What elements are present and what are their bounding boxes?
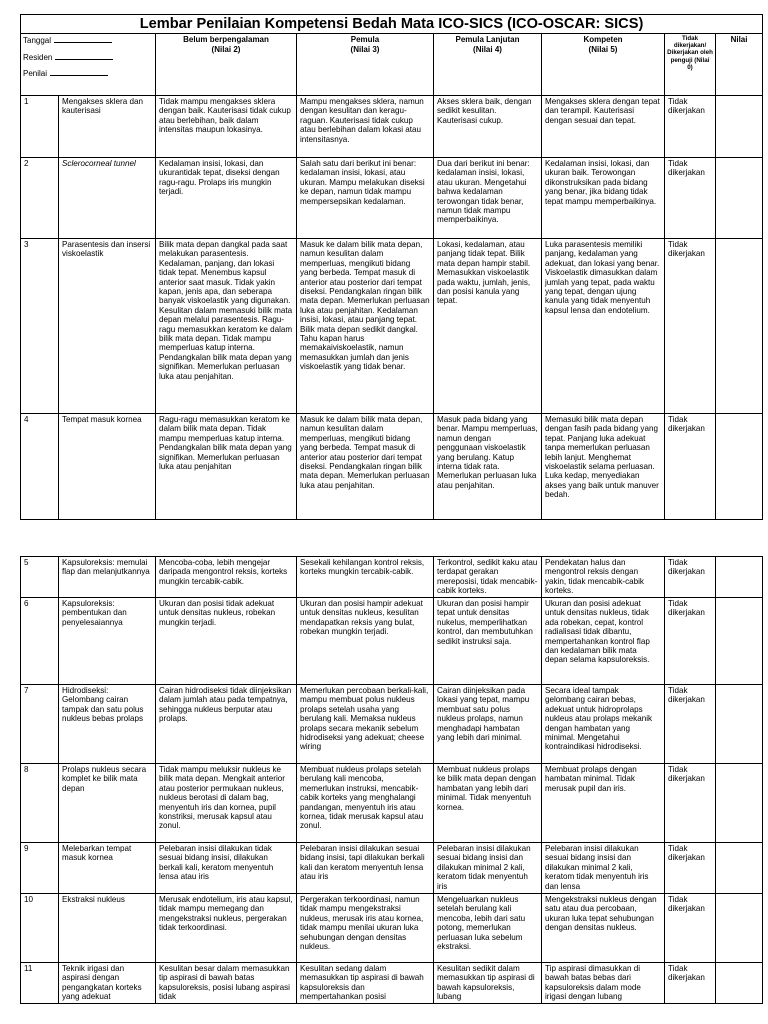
header-belum: Belum berpengalaman (Nilai 2) — [156, 34, 297, 96]
cell-belum: Kesulitan besar dalam memasukkan tip aspirasi di bawah batas kapsuloreksis, posisi lubang aspirasi tidak — [156, 963, 297, 1004]
row-number: 6 — [21, 598, 59, 685]
cell-tidak-dikerjakan: Tidak dikerjakan — [665, 239, 716, 414]
row-number: 7 — [21, 685, 59, 764]
cell-belum: Ragu-ragu memasukkan keratom ke dalam bilik mata depan. Tidak mampu memperluas katup interna. Pendangkalan bilik mata depan yang signifikan. Memerlukan perluasan luka atau penjahitan — [156, 414, 297, 520]
cell-pemula-lanjutan: Membuat nukleus prolaps ke bilik mata depan dengan hambatan yang lebih dari minimal. Tidak menyentuh kornea. — [434, 764, 542, 843]
row-task: Ekstraksi nukleus — [59, 894, 156, 963]
table-row — [21, 557, 763, 598]
cell-belum: Ukuran dan posisi tidak adekuat untuk densitas nukleus, robekan mungkin terjadi. — [156, 598, 297, 685]
row-number: 8 — [21, 764, 59, 843]
header-pemula: Pemula (Nilai 3) — [297, 34, 434, 96]
cell-kompeten: Tip aspirasi dimasukkan di bawah batas bebas dari kapsuloreksis dalam mode irigasi dengan lubang — [542, 963, 665, 1004]
cell-kompeten: Mengakses sklera dengan tepat dan terampil. Kauterisasi dengan sesuai dan tepat. — [542, 96, 665, 158]
cell-kompeten: Secara ideal tampak gelombang cairan bebas, adekuat untuk hidroprolaps nukleus atau prolaps mekanik dengan hambatan yang minimal. Mengetahui kontraindikasi hidrodiseksi. — [542, 685, 665, 764]
cell-belum: Merusak endotelium, iris atau kapsul, tidak mampu memegang dan mengekstraksi nukleus, pergerakan tidak terkoordinasi. — [156, 894, 297, 963]
cell-nilai[interactable] — [716, 557, 763, 598]
cell-tidak-dikerjakan: Tidak dikerjakan — [665, 963, 716, 1004]
cell-kompeten: Memasuki bilik mata depan dengan fasih pada bidang yang tepat. Panjang luka adekuat tanpa memerlukan perluasan lebih lanjut. Menghemat viskoelastik selama perluasan. Luka kedap, menyediakan akses yang baik untuk manuver bedah. — [542, 414, 665, 520]
row-number: 2 — [21, 158, 59, 239]
header-nilai: Nilai — [716, 34, 763, 96]
cell-tidak-dikerjakan: Tidak dikerjakan — [665, 764, 716, 843]
cell-tidak-dikerjakan: Tidak dikerjakan — [665, 557, 716, 598]
cell-tidak-dikerjakan: Tidak dikerjakan — [665, 158, 716, 239]
cell-pemula: Sesekali kehilangan kontrol reksis, korteks mungkin tercabik-cabik. — [297, 557, 434, 598]
cell-pemula-lanjutan: Terkontrol, sedikit kaku atau terdapat gerakan mereposisi, tidak mencabik-cabik korteks. — [434, 557, 542, 598]
table-row — [21, 843, 763, 894]
assessment-table-part1 — [20, 14, 763, 520]
cell-belum: Kedalaman insisi, lokasi, dan ukurantidak tepat, diseksi dengan ragu-ragu. Prolaps iris mungkin terjadi. — [156, 158, 297, 239]
cell-nilai[interactable] — [716, 764, 763, 843]
cell-nilai[interactable] — [716, 963, 763, 1004]
row-number: 11 — [21, 963, 59, 1004]
cell-pemula-lanjutan: Kesulitan sedikit dalam memasukkan tip aspirasi di bawah kapsuloreksis, lubang — [434, 963, 542, 1004]
row-task: Melebarkan tempat masuk kornea — [59, 843, 156, 894]
cell-pemula: Membuat nukleus prolaps setelah berulang kali mencoba, memerlukan instruksi, mencabik-cabik korteks yang menghalangi pandangan, menyentuh iris atau kornea, tidak merusak kapsul atau zonul. — [297, 764, 434, 843]
cell-nilai[interactable] — [716, 96, 763, 158]
table-row — [21, 894, 763, 963]
cell-belum: Cairan hidrodiseksi tidak diinjeksikan dalam jumlah atau pada tempatnya, sehingga nukleus berputar atau prolaps. — [156, 685, 297, 764]
cell-kompeten: Ukuran dan posisi adekuat untuk densitas nukleus, tidak ada robekan, cepat, kontrol radialisasi tidak dibantu, mempertahankan kontrol flap dan kedalaman bilik mata depan selama kapsuloreksis. — [542, 598, 665, 685]
table-row — [21, 764, 763, 843]
cell-tidak-dikerjakan: Tidak dikerjakan — [665, 894, 716, 963]
row-task: Tempat masuk kornea — [59, 414, 156, 520]
header-kompeten: Kompeten (Nilai 5) — [542, 34, 665, 96]
cell-kompeten: Membuat prolaps dengan hambatan minimal. Tidak merusak pupil dan iris. — [542, 764, 665, 843]
row-number: 3 — [21, 239, 59, 414]
cell-nilai[interactable] — [716, 894, 763, 963]
row-number: 1 — [21, 96, 59, 158]
row-number: 5 — [21, 557, 59, 598]
row-number: 9 — [21, 843, 59, 894]
row-task: Sclerocorneal tunnel — [59, 158, 156, 239]
header-tidak-dikerjakan: Tidak dikerjakan/ Dikerjakan oleh penguji (Nilai 0) — [665, 34, 716, 96]
cell-nilai[interactable] — [716, 158, 763, 239]
row-number: 4 — [21, 414, 59, 520]
row-task: Teknik irigasi dan aspirasi dengan pengangkatan korteks yang adekuat — [59, 963, 156, 1004]
cell-kompeten: Kedalaman insisi, lokasi, dan ukuran baik. Terowongan dikonstruksikan pada bidang yang benar, jika bidang tidak tepat mampu memperbaikinya. — [542, 158, 665, 239]
cell-pemula: Memerlukan percobaan berkali-kali, mampu membuat polus nukleus prolaps setelah usaha yang berulang kali. Memaksa nukleus prolaps secara mekanik sebelum hidrodiseksi yang adekuat; cheese wiring — [297, 685, 434, 764]
table-row — [21, 963, 763, 1004]
cell-pemula-lanjutan: Lokasi, kedalaman, atau panjang tidak tepat. Bilik mata depan hampir stabil. Memasukkan viskoelastik pada waktu, jumlah, jenis, dan posisi kanula yang tepat. — [434, 239, 542, 414]
cell-kompeten: Pelebaran insisi dilakukan sesuai bidang insisi dan dilakukan minimal 2 kali, keratom tidak menyentuh iris dan lensa — [542, 843, 665, 894]
cell-tidak-dikerjakan: Tidak dikerjakan — [665, 598, 716, 685]
cell-nilai[interactable] — [716, 598, 763, 685]
cell-pemula-lanjutan: Akses sklera baik, dengan sedikit kesulitan. Kauterisasi cukup. — [434, 96, 542, 158]
cell-pemula: Masuk ke dalam bilik mata depan, namun kesulitan dalam memperluas, mengikuti bidang yang berbeda. Tempat masuk di anterior atau posterior dari tempat diseksi. Pendangkalan ringan bilik mata depan. Memerlukan perluasan luka atau penjahitan. Kedalaman insisi, lokasi, atau panjang tepat. Bilik mata depan sedikit dangkal. Tahu kapan harus memakaiviskoelastik, namun memasukkan jumlah dan jenis viskoelastik yang tidak benar. — [297, 239, 434, 414]
tanggal-field[interactable] — [54, 35, 112, 43]
cell-pemula-lanjutan: Ukuran dan posisi hampir tepat untuk densitas nukelus, memperlihatkan kontrol, dan membutuhkan sedikit instruksi saja. — [434, 598, 542, 685]
tanggal-label: Tanggal — [23, 36, 52, 45]
cell-tidak-dikerjakan: Tidak dikerjakan — [665, 96, 716, 158]
cell-kompeten: Mengekstraksi nukleus dengan satu atau dua percobaan, ukuran luka tepat sehubungan dengan densitas nukleus. — [542, 894, 665, 963]
cell-pemula: Salah satu dari berikut ini benar: kedalaman insisi, lokasi, atau ukuran. Mampu melakukan diseksi ke depan, namun tidak mampu mempersepsikan kedalaman. — [297, 158, 434, 239]
cell-pemula-lanjutan: Mengeluarkan nukleus setelah berulang kali mencoba, lebih dari satu potong, memerlukan perluasan luka sebelum ekstraksi. — [434, 894, 542, 963]
cell-pemula: Kesulitan sedang dalam memasukkan tip aspirasi di bawah kapsuloreksis dan mempertahankan posisi — [297, 963, 434, 1004]
cell-pemula: Pergerakan terkoordinasi, namun tidak mampu mengekstraksi nukleus, merusak iris atau kornea, tidak mampu menilai ukuran luka sehubungan dengan densitas nukleus. — [297, 894, 434, 963]
table-row — [21, 685, 763, 764]
row-task: Hidrodiseksi: Gelombang cairan tampak dan satu polus nukleus bebas prolaps — [59, 685, 156, 764]
cell-pemula: Mampu mengakses sklera, namun dengan kesulitan dan keragu-raguan. Kauterisasi tidak cukup atau berlebihan dalam lokasi atau intensitasnya. — [297, 96, 434, 158]
cell-belum: Tidak mampu meluksir nukleus ke bilik mata depan. Mengkait anterior atau posterior permukaan nukleus, nukleus berotasi di dalam bag, menyentuh iris dan kornea, pupil konstriksi, merusak kapsul atau zonul. — [156, 764, 297, 843]
penilai-label: Penilai — [23, 69, 48, 78]
table-row — [21, 239, 763, 414]
cell-pemula-lanjutan: Dua dari berikut ini benar: kedalaman insisi, lokasi, atau ukuran. Mengetahui bahwa kedalaman terowongan tidak benar, namun tidak mampu memperbaikinya. — [434, 158, 542, 239]
residen-label: Residen — [23, 52, 53, 62]
cell-pemula-lanjutan: Cairan diinjeksikan pada lokasi yang tepat, mampu membuat satu polus nukleus prolaps, namun menghadapi hambatan yang lebih dari minimal. — [434, 685, 542, 764]
table-row — [21, 96, 763, 158]
cell-nilai[interactable] — [716, 843, 763, 894]
cell-belum: Pelebaran insisi dilakukan tidak sesuai bidang insisi, dilakukan berkali kali, keratom menyentuh lensa atau iris — [156, 843, 297, 894]
cell-kompeten: Pendekatan halus dan mengontrol reksis dengan yakin, tidak mencabik-cabik korteks. — [542, 557, 665, 598]
table-row — [21, 598, 763, 685]
cell-tidak-dikerjakan: Tidak dikerjakan — [665, 843, 716, 894]
assessment-table-part2 — [20, 556, 763, 1004]
cell-kompeten: Luka parasentesis memiliki panjang, kedalaman yang adekuat, dan lokasi yang benar. Viskoelastik dimasukkan dalam jumlah yang tepat, pada waktu yang tepat, dengan ujung kanula yang tidak menyentuh kapsul lensa dan endotelium. — [542, 239, 665, 414]
cell-pemula: Masuk ke dalam bilik mata depan, namun kesulitan dalam memperluas, mengikuti bidang yang berbeda. Tempat masuk di anterior atau posterior dari tempat diseksi. Pendangkalan ringan bilik mata depan. Memerlukan perluasan luka atau penjahitan. — [297, 414, 434, 520]
page-title: Lembar Penilaian Kompetensi Bedah Mata ICO-SICS (ICO-OSCAR: SICS) — [21, 15, 763, 34]
cell-tidak-dikerjakan: Tidak dikerjakan — [665, 685, 716, 764]
row-task: Kapsuloreksis: pembentukan dan penyelesaiannya — [59, 598, 156, 685]
cell-belum: Tidak mampu mengakses sklera dengan baik. Kauterisasi tidak cukup atau berlebihan, baik dalam intensitas maupun lokasinya. — [156, 96, 297, 158]
row-number: 10 — [21, 894, 59, 963]
cell-pemula: Ukuran dan posisi hampir adekuat untuk densitas nukleus, kesulitan mendapatkan reksis yang bulat, robekan mungkin terjadi. — [297, 598, 434, 685]
cell-nilai[interactable] — [716, 414, 763, 520]
residen-field[interactable] — [55, 52, 113, 60]
row-task: Mengakses sklera dan kauterisasi — [59, 96, 156, 158]
cell-pemula-lanjutan: Pelebaran insisi dilakukan sesuai bidang insisi dan dilakukan minimal 2 kali, keratom tidak menyentuh iris — [434, 843, 542, 894]
cell-nilai[interactable] — [716, 685, 763, 764]
table-row — [21, 158, 763, 239]
cell-pemula-lanjutan: Masuk pada bidang yang benar. Mampu memperluas, namun dengan penggunaan viskoelastik yang berulang. Katup interna tidak rata. Memerlukan perluasan luka atau penjahitan. — [434, 414, 542, 520]
cell-pemula: Pelebaran insisi dilakukan sesuai bidang insisi, tapi dilakukan berkali kali dan keratom menyentuh lensa atau iris — [297, 843, 434, 894]
cell-belum: Bilik mata depan dangkal pada saat melakukan parasentesis. Kedalaman, panjang, dan lokasi tidak tepat. Menembus kapsul anterior saat masuk. Tidak yakin kapan, jenis apa, dan seberapa banyak viskoelastik yang digunakan. Kesulitan dalam memasuki bilik mata depan melalui parasentesis. Ragu-ragu memasukkan keratom ke dalam bilik mata depan. Tidak mampu memperluas katup interna. Pendangkalan bilik mata depan yang signifikan. Memerlukan perluasan luka atau penjahitan. — [156, 239, 297, 414]
row-task: Kapsuloreksis: memulai flap dan melanjutkannya — [59, 557, 156, 598]
cell-nilai[interactable] — [716, 239, 763, 414]
form-fields — [21, 34, 156, 96]
header-pemula-lanjutan: Pemula Lanjutan (Nilai 4) — [434, 34, 542, 96]
cell-tidak-dikerjakan: Tidak dikerjakan — [665, 414, 716, 520]
row-task: Prolaps nukleus secara komplet ke bilik mata depan — [59, 764, 156, 843]
cell-belum: Mencoba-coba, lebih mengejar daripada mengontrol reksis, korteks mungkin tercabik-cabik. — [156, 557, 297, 598]
penilai-field[interactable] — [50, 68, 108, 76]
table-row — [21, 414, 763, 520]
row-task: Parasentesis dan insersi viskoelastik — [59, 239, 156, 414]
